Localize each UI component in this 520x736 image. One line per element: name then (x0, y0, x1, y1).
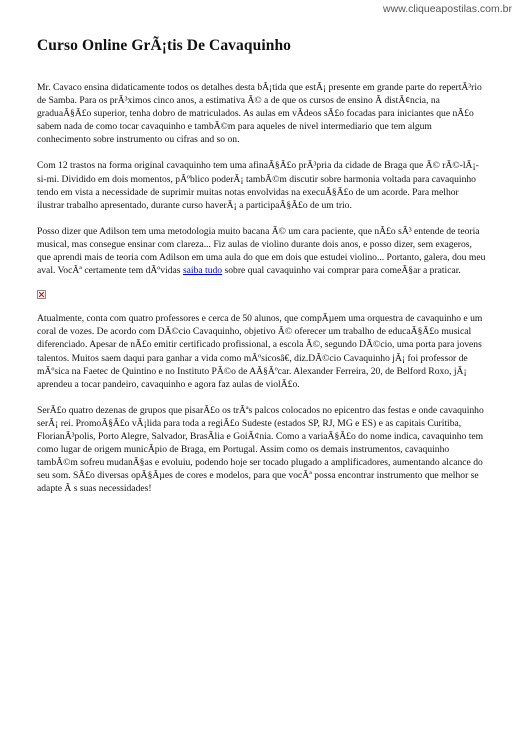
paragraph-2: Com 12 trastos na forma original cavaquinho tem uma afinaÃ§Ã£o prÃ³pria da cidade de Braga que Ã© rÃ©-lÃ¡-si-mi. Dividido em dois momentos, pÃºblico poderÃ¡ tambÃ©m discutir sobre harmonia voltada para cavaquinho tendo em vista a necessidade de suprimir muitas notas envolvidas na execuÃ§Ã£o de um acorde. Para melhor ilustrar trabalho apresentado, durante curso haverÃ¡ a participaÃ§Ã£o de um trio. (37, 160, 479, 211)
paragraph-3-text-after: sobre qual cavaquinho vai comprar para comeÃ§ar a praticar. (222, 265, 461, 277)
article (37, 37, 487, 508)
paragraph-3-text-before: Posso dizer que Adilson tem uma metodologia muito bacana Ã© um cara paciente, que nÃ£o sÃ³ entende de teoria musical, mas consegue ensinar com clareza... Fiz aulas de violino durante dois anos, e posso dizer, sem exageros, que aprendi mais de teoria com Adilson em uma aula do que em dois que estudei violino... Portanto, galera, dou meu aval. VocÃª certamente tem dÃºvidas (37, 225, 486, 277)
saiba-tudo-link[interactable]: saiba tudo (182, 265, 223, 277)
paragraph-3 (37, 225, 487, 277)
paragraph-1: Mr. Cavaco ensina didaticamente todos os detalhes desta bÃ¡tida que estÃ¡ presente em grande parte do repertÃ³rio de Samba. Para os prÃ³ximos cinco anos, a estimativa Ã© a de que os cursos de ensino Ã distÃ¢ncia, na graduaÃ§Ã£o superior, tenha dobro de matriculados. As aulas em vÃdeos sÃ£o focadas para iniciantes que nÃ£o sabem nada de como tocar cavaquinho e tambÃ©m para aqueles de nivel intermediario que tem algum conhecimento sobre instrumento ou cifras and so on. (37, 82, 482, 146)
paragraph-4: Atualmente, conta com quatro professores e cerca de 50 alunos, que compÃµem uma orquestra de cavaquinho e um coral de vozes. De acordo com DÃ©cio Cavaquinho, objetivo Ã© oferecer um trabalho de educaÃ§Ã£o musical diferenciado. Apesar de nÃ£o emitir certificado profissional, a escola Ã©, segundo DÃ©cio, uma porta para jovens talentos. Muitos saem daqui para ganhar a vida como mÃºsicosâ€, diz.DÃ©cio Cavaquinho jÃ¡ foi professor de mÃºsica na Faetec de Quintino e no Instituto PÃ©o de AÃ§Ãºcar. Alexander Ferreira, 20, de Belford Roxo, jÃ¡ aprendeu a tocar pandeiro, cavaquinho e agora faz aulas de violÃ£o. (37, 313, 483, 390)
broken-image-icon (37, 290, 46, 299)
article-title: Curso Online GrÃ¡tis De Cavaquinho (37, 37, 292, 54)
site-url: www.cliqueapostilas.com.br (383, 3, 512, 15)
paragraph-5: SerÃ£o quatro dezenas de grupos que pisarÃ£o os trÃªs palcos colocados no epicentro das festas e onde cavaquinho serÃ¡ rei. PromoÃ§Ã£o vÃ¡lida para toda a regiÃ£o Sudeste (estados SP, RJ, MG e ES) e as capitais Curitiba, FlorianÃ³polis, Porto Alegre, Salvador, BrasÃlia e GoiÃ¢nia. Como a variaÃ§Ã£o do nome indica, cavaquinho tem como lugar de origem municÃpio de Braga, em Portugal. Assim como os demais instrumentos, cavaquinho tambÃ©m sofreu mudanÃ§as e evoluiu, podendo hoje ser tocado plugado a amplificadores, aumentando alcance do seu som. SÃ£o diversas opÃ§Ãµes de cores e modelos, para que vocÃª possa encontrar instrumento que melhor se adapte Ã s suas necessidades! (37, 404, 484, 495)
